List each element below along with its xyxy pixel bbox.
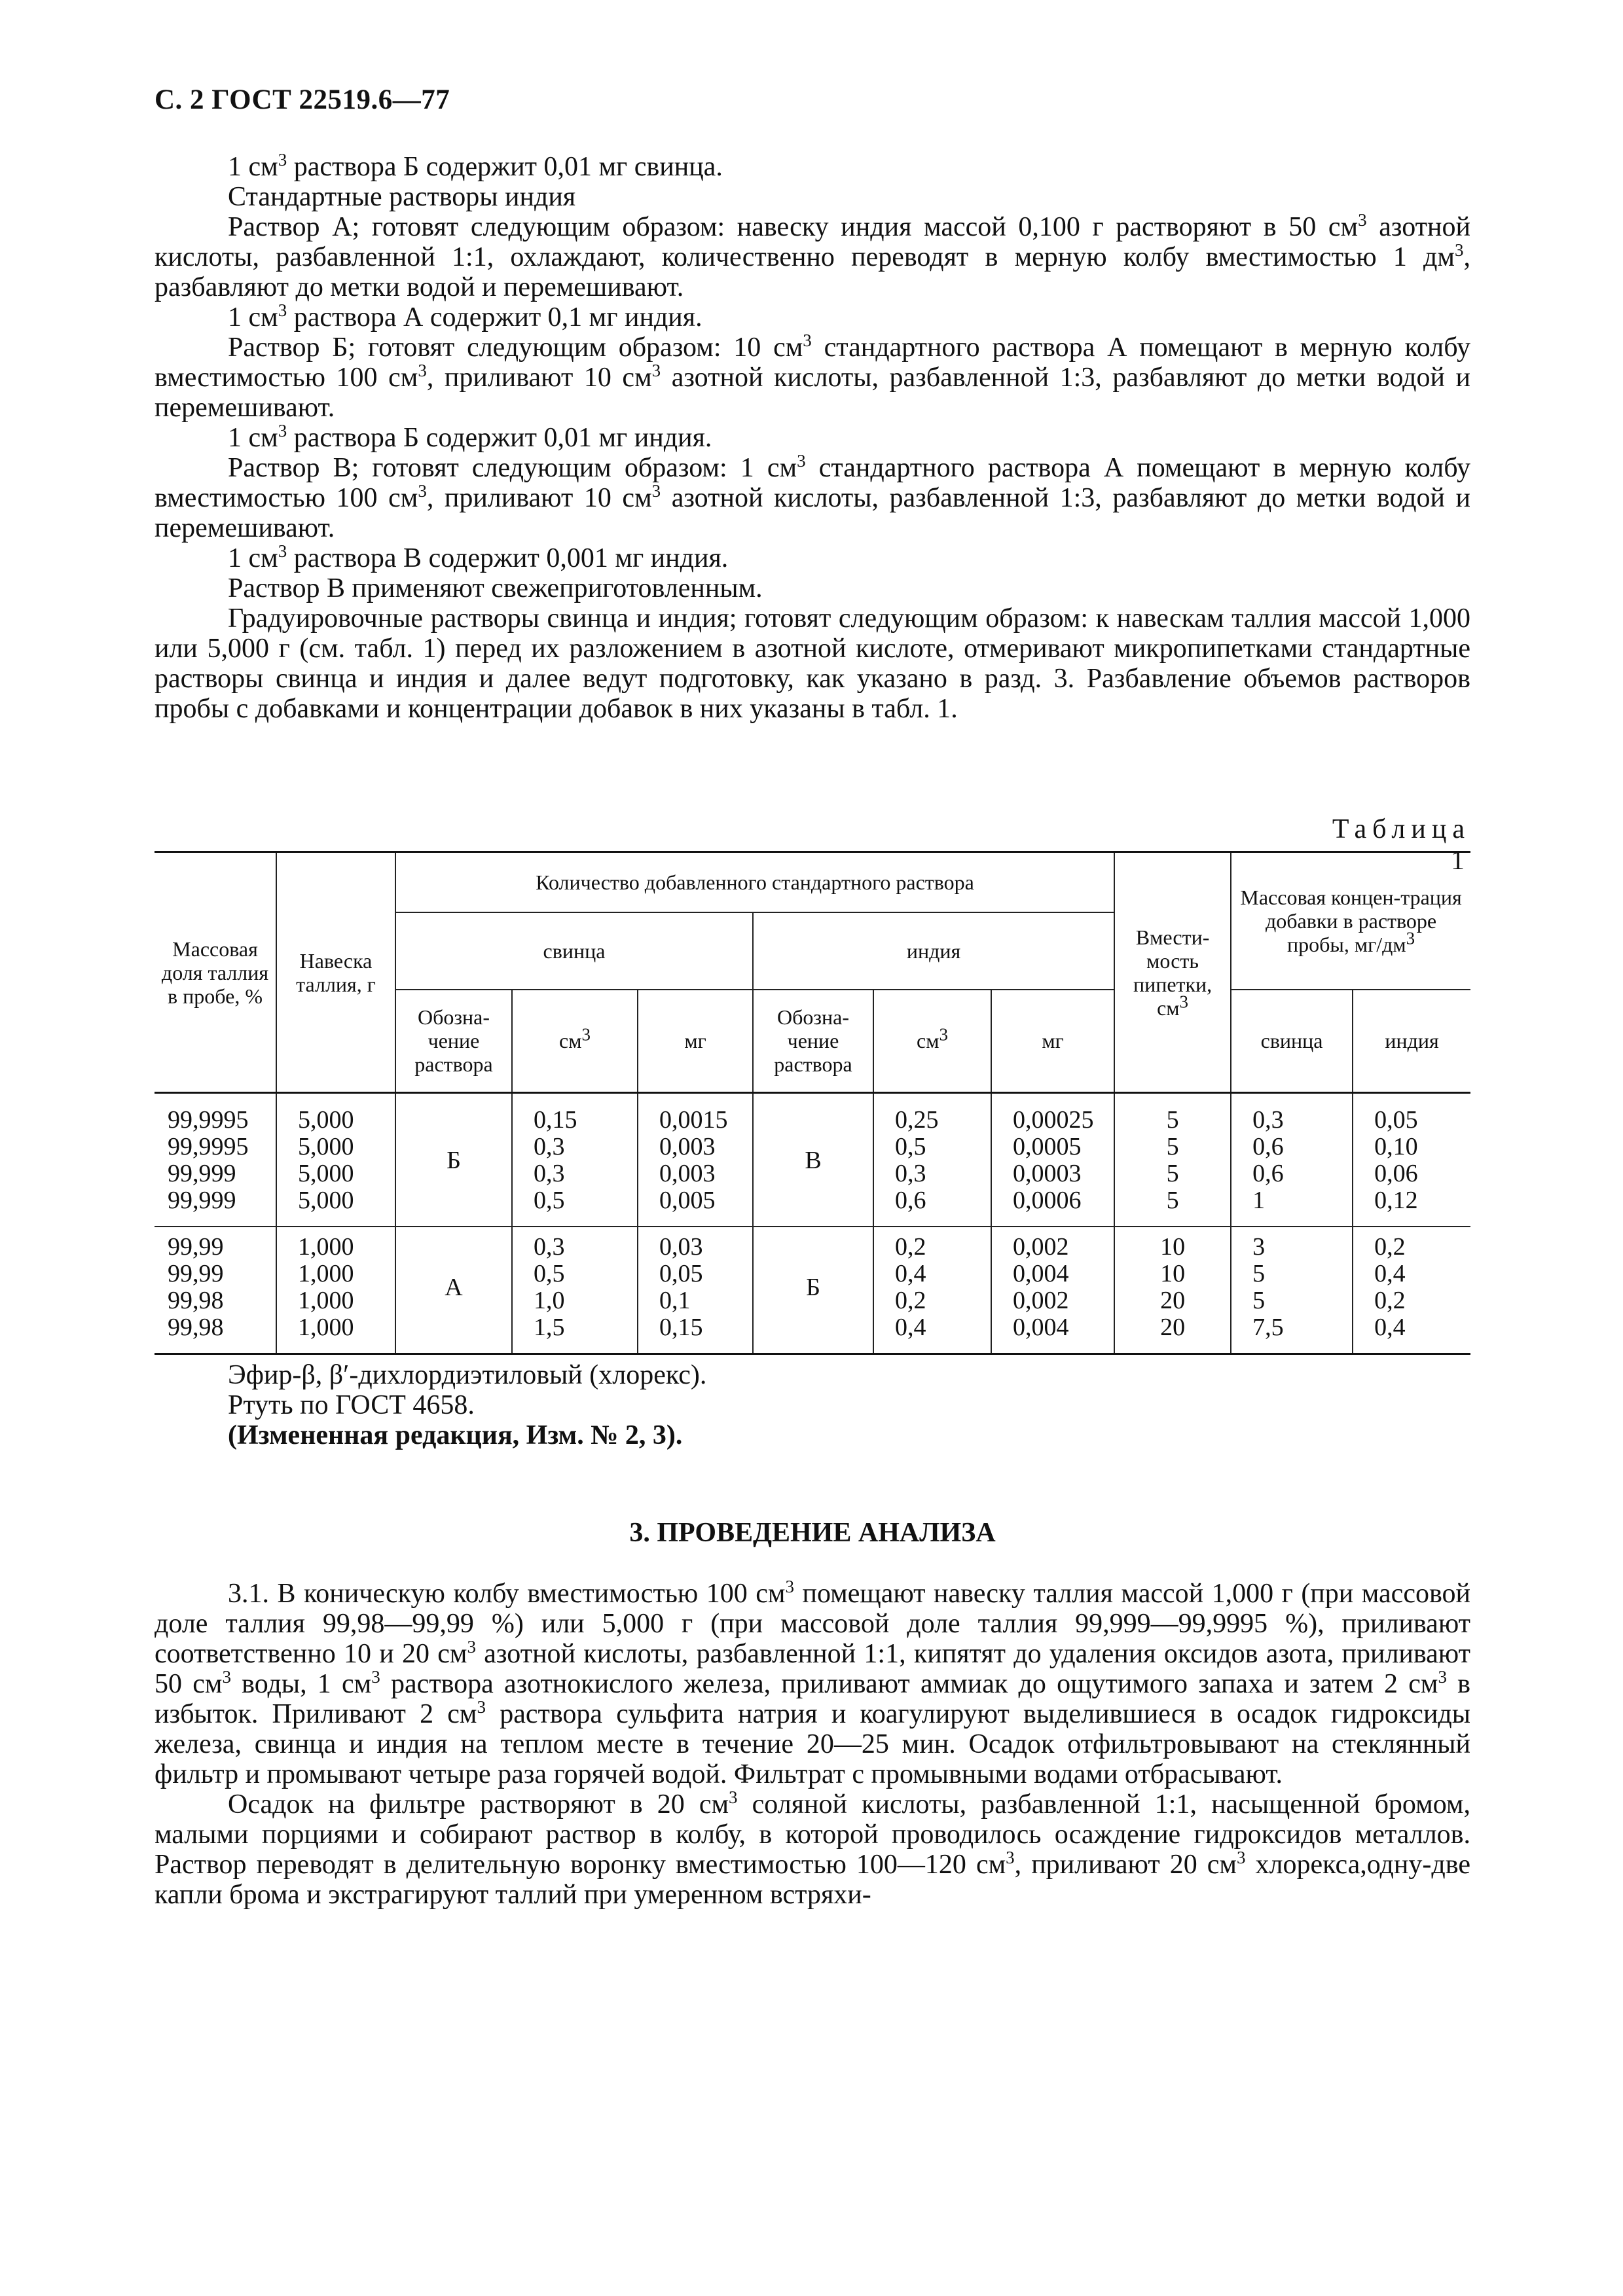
cell-conc-indium: 0,2 0,4 0,2 0,4 <box>1353 1227 1470 1354</box>
cell-weight: 1,000 1,000 1,000 1,000 <box>276 1227 395 1354</box>
cell-indium-mg: 0,00025 0,0005 0,0003 0,0006 <box>991 1093 1114 1227</box>
table-caption: Таблица 1 <box>1332 814 1470 876</box>
after-table-paragraph-1: Эфир-β, β′-дихлордиэтиловый (хлорекс). <box>228 1360 707 1390</box>
cell-lead-cm3: 0,3 0,5 1,0 1,5 <box>512 1227 638 1354</box>
th-indium: индия <box>753 912 1114 990</box>
cell-conc-lead: 0,3 0,6 0,6 1 <box>1231 1093 1353 1227</box>
cell-mass-fraction: 99,99 99,99 99,98 99,98 <box>155 1227 276 1354</box>
cell-lead-solution: Б <box>395 1093 512 1227</box>
th-mass-fraction: Массовая доля таллия в пробе, % <box>155 852 276 1093</box>
intro-paragraph-3: Раствор А; готовят следующим образом: навеску индия массой 0,100 г растворяют в 50 $см^3$ азотной кислоты, разбавленной 1:1, охлаждают, количественно переводят в мерную колбу вместимостью 1 $дм^3$, разбавляют до метки водой и перемешивают. <box>155 210 1470 302</box>
cell-mass-fraction: 99,9995 99,9995 99,999 99,999 <box>155 1093 276 1227</box>
table-1 <box>155 851 1470 1355</box>
cell-indium-mg: 0,002 0,004 0,002 0,004 <box>991 1227 1114 1354</box>
th-pipette: Вмести-мость пипетки, $см^3$ <box>1114 852 1231 1093</box>
th-conc-lead: свинца <box>1231 990 1353 1093</box>
th-indium-cm3: $см^3$ <box>873 990 991 1093</box>
cell-lead-solution: А <box>395 1227 512 1354</box>
after-table-paragraph-2: Ртуть по ГОСТ 4658. <box>228 1390 475 1420</box>
th-lead-designation: Обозна-чение раствора <box>395 990 512 1093</box>
intro-paragraph-2: Стандартные растворы индия <box>228 182 576 212</box>
cell-pipette: 5 5 5 5 <box>1114 1093 1231 1227</box>
intro-paragraph-9: Раствор В применяют свежеприготовленным. <box>228 573 763 603</box>
intro-paragraph-1: 1 $см^3$ раствора Б содержит 0,01 мг свинца. <box>228 150 723 182</box>
th-indium-designation: Обозна-чение раствора <box>753 990 873 1093</box>
cell-indium-solution: В <box>753 1093 873 1227</box>
cell-pipette: 10 10 20 20 <box>1114 1227 1231 1354</box>
section-title: 3. ПРОВЕДЕНИЕ АНАЛИЗА <box>629 1518 996 1548</box>
intro-paragraph-8: 1 $см^3$ раствора В содержит 0,001 мг индия. <box>228 541 729 573</box>
th-lead: свинца <box>395 912 753 990</box>
th-weight: Навеска таллия, г <box>276 852 395 1093</box>
cell-indium-solution: Б <box>753 1227 873 1354</box>
th-conc-indium: индия <box>1353 990 1470 1093</box>
th-lead-cm3: $см^3$ <box>512 990 638 1093</box>
section-paragraph-1: 3.1. В коническую колбу вместимостью 100 $см^3$ помещают навеску таллия массой 1,000 г (при массовой доле таллия 99,98—99,99 %) или 5,000 г (при массовой доле таллия 99,999—99,9995 %), приливают соответственно 10 и 20 $см^3$ азотной кислоты, разбавленной 1:1, кипятят до удаления оксидов азота, приливают 50 $см^3$ воды, 1 $см^3$ раствора азотнокислого железа, приливают аммиак до ощутимого запаха и затем 2 $см^3$ в избыток. Приливают 2 $см^3$ раствора сульфита натрия и коагулируют выделившиеся в осадок гидроксиды железа, свинца и индия на теплом месте в течение 20—25 мин. Осадок отфильтровывают на стеклянный фильтр и промывают четыре раза горячей водой. Фильтрат с промывными водами отбрасывают. <box>155 1577 1471 1789</box>
intro-paragraph-6: 1 $см^3$ раствора Б содержит 0,01 мг индия. <box>228 421 712 453</box>
th-indium-mg: мг <box>991 990 1114 1093</box>
intro-text <box>155 152 1470 724</box>
section-text <box>155 1579 1470 1910</box>
intro-paragraph-5: Раствор Б; готовят следующим образом: 10 $см^3$ стандартного раствора А помещают в мерную колбу вместимостью 100 $см^3$, приливают 10 $см^3$ азотной кислоты, разбавленной 1:3, разбавляют до метки водой и перемешивают. <box>155 331 1470 423</box>
cell-conc-indium: 0,05 0,10 0,06 0,12 <box>1353 1093 1470 1227</box>
cell-weight: 5,000 5,000 5,000 5,000 <box>276 1093 395 1227</box>
table-group-1 <box>155 1093 1470 1227</box>
after-table-paragraph-3: (Измененная редакция, Изм. № 2, 3). <box>228 1420 683 1450</box>
cell-lead-mg: 0,0015 0,003 0,003 0,005 <box>638 1093 753 1227</box>
th-concentration: Массовая концен-трация добавки в растворе пробы, $мг/дм^3$ <box>1231 852 1470 990</box>
table-group-2 <box>155 1227 1470 1354</box>
intro-paragraph-10: Градуировочные растворы свинца и индия; готовят следующим образом: к навескам таллия массой 1,000 или 5,000 г (см. табл. 1) перед их разложением в азотной кислоте, отмеривают микропипетками стандартные растворы свинца и индия и далее ведут подготовку, как указано в разд. 3. Разбавление объемов растворов пробы с добавками и концентрации добавок в них указаны в табл. 1. <box>155 603 1470 724</box>
th-added-amount: Количество добавленного стандартного раствора <box>395 852 1114 912</box>
cell-lead-cm3: 0,15 0,3 0,3 0,5 <box>512 1093 638 1227</box>
th-lead-mg: мг <box>638 990 753 1093</box>
intro-paragraph-7: Раствор В; готовят следующим образом: 1 $см^3$ стандартного раствора А помещают в мерную колбу вместимостью 100 $см^3$, приливают 10 $см^3$ азотной кислоты, разбавленной 1:3, разбавляют до метки водой и перемешивают. <box>155 451 1470 543</box>
cell-conc-lead: 3 5 5 7,5 <box>1231 1227 1353 1354</box>
after-table-text <box>155 1360 1470 1450</box>
cell-lead-mg: 0,03 0,05 0,1 0,15 <box>638 1227 753 1354</box>
page-header: С. 2 ГОСТ 22519.6—77 <box>155 84 450 115</box>
cell-indium-cm3: 0,2 0,4 0,2 0,4 <box>873 1227 991 1354</box>
cell-indium-cm3: 0,25 0,5 0,3 0,6 <box>873 1093 991 1227</box>
intro-paragraph-4: 1 $см^3$ раствора А содержит 0,1 мг индия. <box>228 300 702 332</box>
section-paragraph-2: Осадок на фильтре растворяют в 20 $см^3$ соляной кислоты, разбавленной 1:1, насыщенной бромом, малыми порциями и собирают раствор в колбу, в которой проводилось осаждение гидроксидов металлов. Раствор переводят в делительную воронку вместимостью 100—120 $см^3$, приливают 20 $см^3$ хлорекса,одну-две капли брома и экстрагируют таллий при умеренном встряхи- <box>155 1787 1470 1910</box>
